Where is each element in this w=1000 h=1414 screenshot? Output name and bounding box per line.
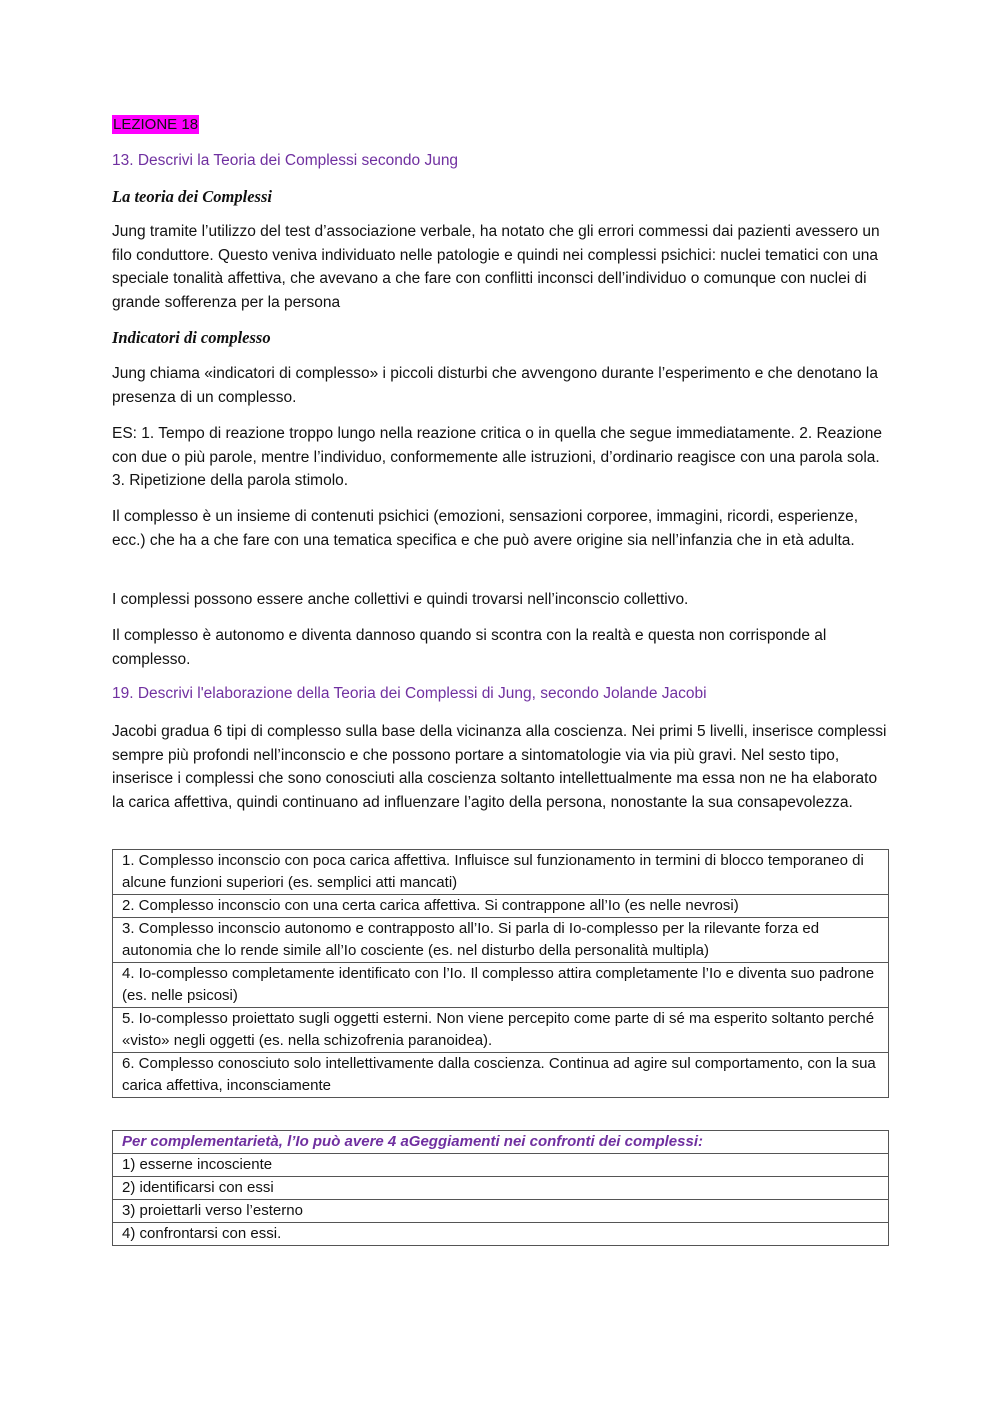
table-cell: 1) esserne incosciente — [113, 1154, 889, 1177]
question-13-title: 13. Descrivi la Teoria dei Complessi secondo Jung — [112, 152, 459, 169]
paragraph-examples: ES: 1. Tempo di reazione troppo lungo nella reazione critica o in quella che segue immediatamente. 2. Reazione con due o più parole, mentre l’individuo, conformemente alle istruzioni, d’ordinario reagisce con una parola sola. 3. Ripetizione della parola stimolo. — [112, 425, 883, 489]
table-cell: 5. Io-complesso proiettato sugli oggetti esterni. Non viene percepito come parte di sé ma esperito soltanto perché «visto» negli oggetti (es. nella schizofrenia paranoidea). — [113, 1008, 889, 1053]
table-cell: 1. Complesso inconscio con poca carica affettiva. Influisce sul funzionamento in termini di blocco temporaneo di alcune funzioni superiori (es. semplici atti mancati) — [113, 850, 889, 895]
table-row — [113, 1154, 889, 1177]
table-row — [113, 918, 889, 963]
table-cell: 2. Complesso inconscio con una certa carica affettiva. Si contrappone all’Io (es nelle nevrosi) — [113, 895, 889, 918]
lesson-tag: LEZIONE 18 — [113, 116, 199, 133]
paragraph-theory: Jung tramite l’utilizzo del test d’associazione verbale, ha notato che gli errori commessi dai pazienti avessero un filo conduttore. Questo veniva individuato nelle patologie e quindi nei complessi psichici: nuclei tematici con una speciale tonalità affettiva, che avevano a che fare con conflitti inconsci dell’individuo o comunque con nuclei di grande sofferenza per la persona — [112, 223, 880, 311]
table-cell: 4. Io-complesso completamente identificato con l’Io. Il complesso attira completamente l’Io e diventa suo padrone (es. nelle psicosi) — [113, 963, 889, 1008]
table-row — [113, 1053, 889, 1098]
table-row — [113, 1177, 889, 1200]
attitudes-header: Per complementarietà, l’Io può avere 4 aGeggiamenti nei confronti dei complessi: — [113, 1131, 889, 1154]
question-19-title: 19. Descrivi l'elaborazione della Teoria dei Complessi di Jung, secondo Jolande Jacobi — [112, 685, 707, 702]
heading-theory: La teoria dei Complessi — [112, 187, 272, 206]
table-row — [113, 963, 889, 1008]
paragraph-autonomy: Il complesso è autonomo e diventa dannoso quando si scontra con la realtà e questa non corrisponde al complesso. — [112, 627, 827, 668]
table-cell: 4) confrontarsi con essi. — [113, 1223, 889, 1246]
attitudes-table — [112, 1130, 889, 1246]
paragraph-jacobi: Jacobi gradua 6 tipi di complesso sulla base della vicinanza alla coscienza. Nei primi 5 livelli, inserisce complessi sempre più profondi nell’inconscio e che possono portare a sintomatologie via via più gravi. Nel sesto tipo, inserisce i complessi che sono conosciuti alla coscienza soltanto intellettualmente ma essa non ne ha elaborato la carica affettiva, quindi continuano ad influenzare l’agito della persona, nonostante la sua consapevolezza. — [112, 723, 887, 811]
table-row — [113, 1223, 889, 1246]
paragraph-indicators: Jung chiama «indicatori di complesso» i piccoli disturbi che avvengono durante l’esperimento e che denotano la presenza di un complesso. — [112, 365, 878, 406]
heading-indicators: Indicatori di complesso — [112, 328, 271, 347]
paragraph-definition: Il complesso è un insieme di contenuti psichici (emozioni, sensazioni corporee, immagini, ricordi, esperienze, ecc.) che ha a che fare con una tematica specifica e che può avere origine sia nell’infanzia che in età adulta. — [112, 508, 859, 549]
table-cell: 2) identificarsi con essi — [113, 1177, 889, 1200]
complex-types-table — [112, 849, 889, 1098]
table-row — [113, 895, 889, 918]
table-cell: 3) proiettarli verso l’esterno — [113, 1200, 889, 1223]
table-row — [113, 1200, 889, 1223]
table-row — [113, 850, 889, 895]
table-row — [113, 1008, 889, 1053]
table-header-row — [113, 1131, 889, 1154]
paragraph-collective: I complessi possono essere anche collettivi e quindi trovarsi nell’inconscio collettivo. — [112, 591, 689, 608]
table-cell: 3. Complesso inconscio autonomo e contrapposto all’Io. Si parla di Io-complesso per la rilevante forza ed autonomia che lo rende simile all’Io cosciente (es. nel disturbo della personalità multipla) — [113, 918, 889, 963]
table-cell: 6. Complesso conosciuto solo intellettivamente dalla coscienza. Continua ad agire sul comportamento, con la sua carica affettiva, inconsciamente — [113, 1053, 889, 1098]
